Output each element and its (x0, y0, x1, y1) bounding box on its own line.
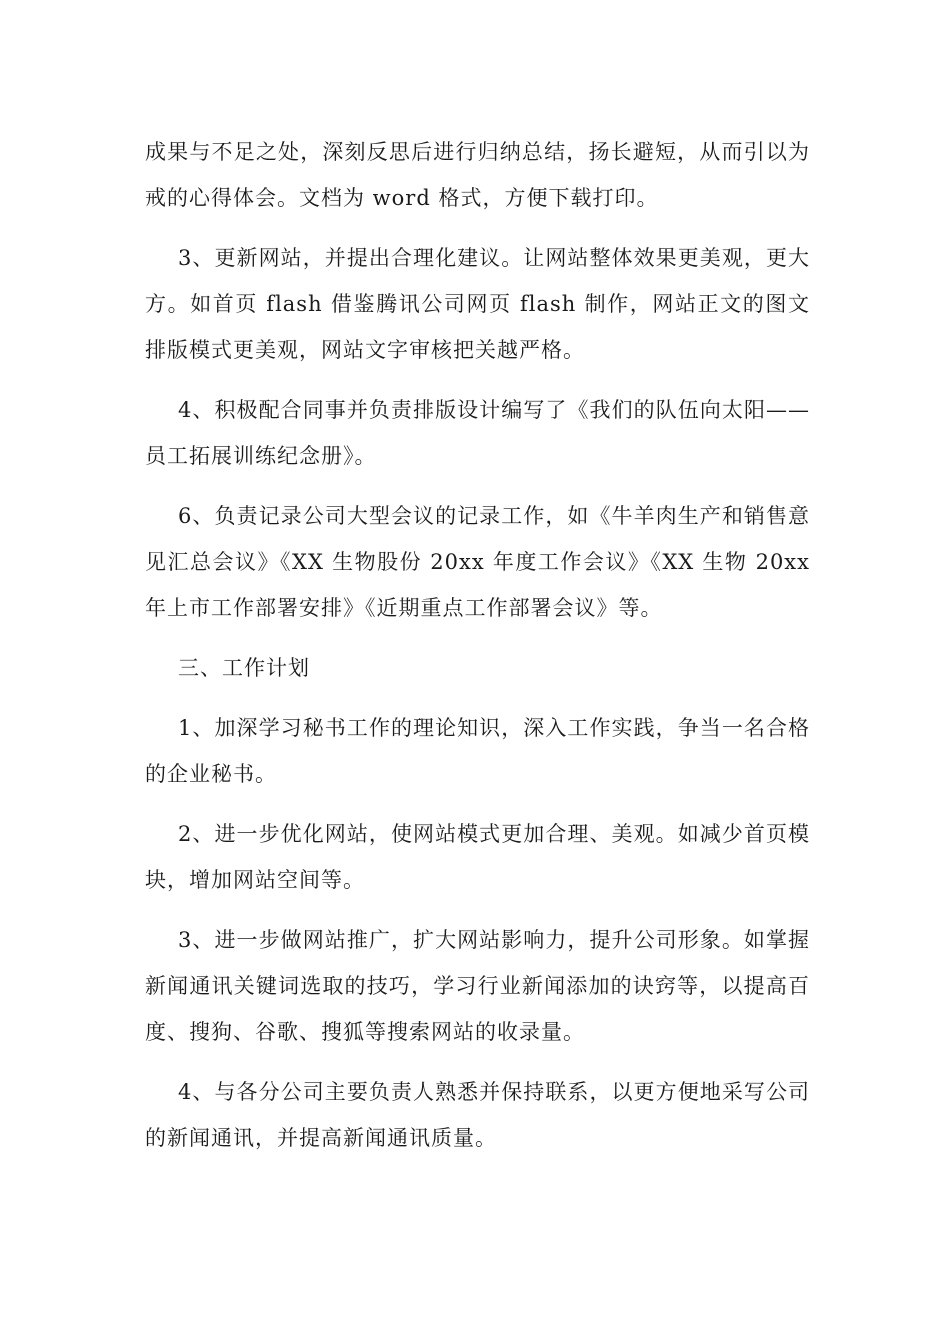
paragraph-plan-4: 4、与各分公司主要负责人熟悉并保持联系，以更方便地采写公司的新闻通讯，并提高新闻通讯质量。 (145, 1080, 810, 1150)
paragraph-plan-1: 1、加深学习秘书工作的理论知识，深入工作实践，争当一名合格的企业秘书。 (145, 716, 810, 786)
paragraph-continuation: 成果与不足之处，深刻反思后进行归纳总结，扬长避短，从而引以为戒的心得体会。文档为 word 格式，方便下载打印。 (145, 140, 810, 210)
paragraph-item-3-website-update: 3、更新网站，并提出合理化建议。让网站整体效果更美观，更大方。如首页 flash 借鉴腾讯公司网页 flash 制作，网站正文的图文排版模式更美观，网站文字审核把关越严格。 (145, 246, 810, 362)
paragraph-item-4-brochure: 4、积极配合同事并负责排版设计编写了《我们的队伍向太阳——员工拓展训练纪念册》。 (145, 398, 810, 468)
paragraph-item-6-meeting-records: 6、负责记录公司大型会议的记录工作，如《牛羊肉生产和销售意见汇总会议》《XX 生物股份 20xx 年度工作会议》《XX 生物 20xx 年上市工作部署安排》《近期重点工作部署会议》等。 (145, 504, 810, 620)
section-heading-work-plan: 三、工作计划 (178, 656, 310, 680)
paragraph-plan-2: 2、进一步优化网站，使网站模式更加合理、美观。如减少首页模块，增加网站空间等。 (145, 822, 810, 892)
document-body (145, 129, 810, 1175)
paragraph-plan-3: 3、进一步做网站推广，扩大网站影响力，提升公司形象。如掌握新闻通讯关键词选取的技巧，学习行业新闻添加的诀窍等，以提高百度、搜狗、谷歌、搜狐等搜索网站的收录量。 (145, 928, 810, 1044)
